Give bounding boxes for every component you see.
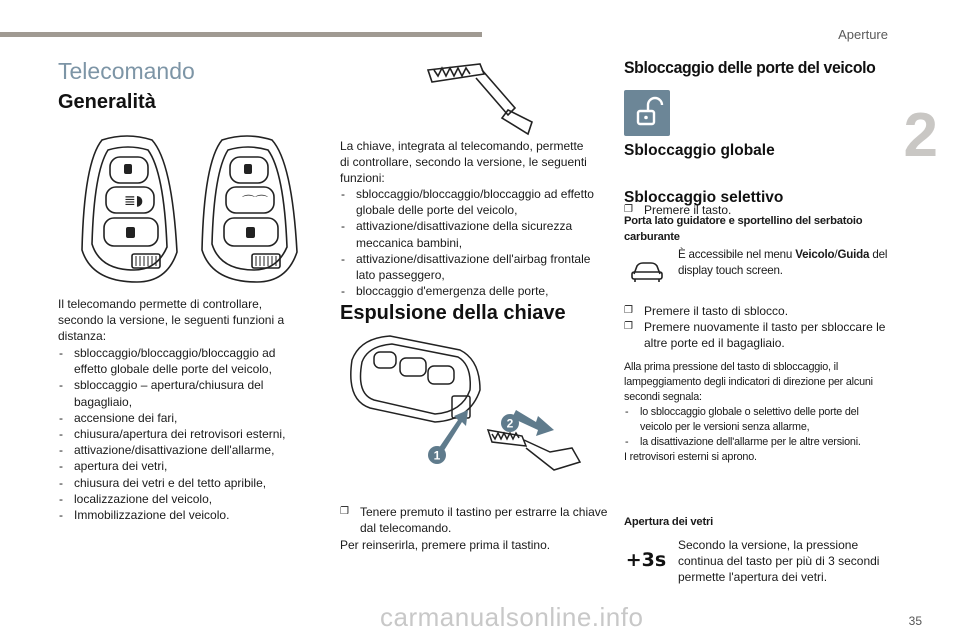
key-functions-list [340,186,596,299]
svg-text:≣◗: ≣◗ [124,193,144,209]
list-item: - sbloccaggio/bloccaggio/bloccaggio ad effetto globale delle porte del veicolo, [340,186,596,218]
three-seconds-icon [624,545,668,573]
selective-subheading: Porta lato guidatore e sportellino del serbatoio carburante [624,215,863,243]
selective-step: ❐ Premere il tasto di sblocco. [624,304,789,318]
list-item: - chiusura dei vetri e del tetto apribile, [58,475,303,491]
list-item: - bloccaggio d'emergenza delle porte, [340,283,596,299]
windows-text: Secondo la versione, la pressione continua del tasto per più di 3 secondi permette l'apertura dei vetri. [678,538,880,585]
list-item: - attivazione/disattivazione dell'allarme, [58,442,303,458]
indicator-note: Alla prima pressione del tasto di sbloccaggio, il lampeggiamento degli indicatori di direzione per alcuni secondi segnala: - lo sbloccaggio globale o selettivo delle porte del veicolo per le versioni senza allarme, - la disattivazione dell'allarme per le altre versioni. I retrovisori esterni si aprono. [624,360,892,465]
selective-steps [624,303,886,352]
page-number: 35 [908,614,922,628]
top-rule [0,32,482,37]
heading-espulsione: Espulsione della chiave [340,302,566,324]
arrow-bullet-icon: ❐ [340,506,349,517]
remote-functions-list [58,345,303,523]
callout-2: 2 [506,416,514,431]
heading-sbloccaggio-selettivo: Sbloccaggio selettivo [624,189,784,206]
arrow-bullet-icon: ❐ [624,321,633,333]
windows-heading: Apertura dei vetri [624,516,714,528]
list-item: - apertura dei vetri, [58,458,303,474]
list-item: - la disattivazione dell'allarme per le altre versioni. [624,435,892,450]
list-item: - sbloccaggio/bloccaggio/bloccaggio ad effetto globale delle porte del veicolo, [58,345,303,377]
key-intro: La chiave, integrata al telecomando, permette di controllare, secondo la versione, le seguenti funzioni: [340,139,587,186]
page-title: Telecomando [58,58,195,84]
eject-step: ❐ Tenere premuto il tastino per estrarre la chiave dal telecomando. [340,505,608,536]
menu-access-text: È accessibile nel menu Veicolo/Guida del display touch screen. [678,248,888,277]
section-label: Aperture [838,27,888,42]
list-item: - Immobilizzazione del veicolo. [58,507,303,523]
eject-note: Per reinserirla, premere prima il tastino. [340,538,551,552]
heading-sbloccaggio-globale: Sbloccaggio globale [624,142,775,159]
remote-fobs-illustration [72,132,302,287]
list-item: - lo sbloccaggio globale o selettivo delle porte del veicolo per le versioni senza allarme, [624,405,892,435]
list-item: - localizzazione del veicolo, [58,491,303,507]
key-blade-illustration [420,60,540,138]
indicator-note-list [624,405,892,450]
list-item: - chiusura/apertura dei retrovisori esterni, [58,426,303,442]
svg-text:⌒⌒: ⌒⌒ [242,195,269,210]
svg-text:+3s: +3s [625,549,667,571]
key-ejection-illustration [340,330,590,490]
arrow-bullet-icon: ❐ [624,204,633,216]
list-item: - attivazione/disattivazione della sicurezza meccanica bambini, [340,218,596,250]
callout-1: 1 [433,448,441,463]
heading-generalita: Generalità [58,91,156,113]
list-item: - attivazione/disattivazione dell'airbag frontale lato passeggero, [340,251,596,283]
unlock-icon [624,90,670,136]
list-item: - accensione dei fari, [58,410,303,426]
list-item: - sbloccaggio – apertura/chiusura del bagagliaio, [58,377,303,409]
remote-intro: Il telecomando permette di controllare, secondo la versione, le seguenti funzioni a distanza: [58,297,285,344]
selective-step: ❐ Premere nuovamente il tasto per sbloccare le altre porte ed il bagagliaio. [624,320,886,351]
heading-sbloccaggio-porte: Sbloccaggio delle porte del veicolo [624,58,876,77]
arrow-bullet-icon: ❐ [624,305,633,316]
global-step: ❐ Premere il tasto. [624,203,732,218]
watermark: carmanualsonline.info [380,602,644,632]
car-icon [630,258,664,284]
chapter-number: 2 [903,101,938,170]
